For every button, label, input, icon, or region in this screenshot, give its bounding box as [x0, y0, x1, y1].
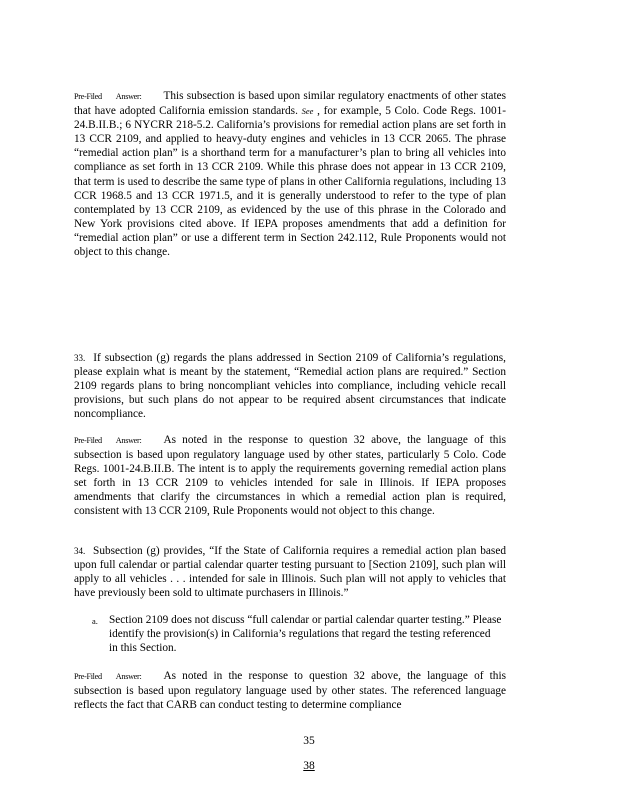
question-34-subitem-a: [92, 613, 502, 655]
q33-answer-text: As noted in the response to question 32 above, the language of this subsection is based upon regulatory language used by other states, particularly 5 Colo. Code Regs. 1001-24.B.II.B. The intent is to apply the requirements governing remedial action plans set forth in 13 CCR 2109 to vehicles intended for sale in Illinois. If IEPA proposes amendments that clarify the circumstances in which a remedial action plan is required, consistent with 13 CCR 2109, Rule Proponents would not object to this change.: [74, 434, 506, 518]
question-33: [74, 351, 506, 421]
q32-answer-paragraph: [74, 89, 506, 259]
prefiled-label: Pre-Filed: [74, 92, 102, 101]
prefiled-label: Pre-Filed: [74, 436, 102, 445]
question-33-number: 33.: [74, 353, 86, 363]
question-34: [74, 544, 506, 600]
question-34-number: 34.: [74, 546, 86, 556]
exhibit-page-number: 38: [303, 760, 315, 772]
q34-answer-paragraph: [74, 669, 506, 712]
answer-label: Answer:: [115, 436, 142, 445]
subitem-a-marker: a.: [92, 616, 98, 626]
page-number: 35: [303, 735, 315, 747]
prefiled-label: Pre-Filed: [74, 672, 102, 681]
answer-label: Answer:: [115, 92, 142, 101]
subitem-a-text: Section 2109 does not discuss “full calendar or partial calendar quarter testing.” Please identify the provision(s) in California’s regulations that regard the testing referenced in this Section.: [109, 614, 502, 655]
question-33-text: If subsection (g) regards the plans addressed in Section 2109 of California’s regulations, please explain what is meant by the statement, “Remedial action plans are required.” Section 2109 regards plans to bring noncompliant vehicles into compliance, including vehicle recall provisions, but such plans do not appear to be required absent circumstances that indicate noncompliance.: [74, 352, 506, 421]
q33-answer-paragraph: [74, 433, 506, 519]
answer-label: Answer:: [115, 672, 142, 681]
question-34-text: Subsection (g) provides, “If the State of California requires a remedial action plan based upon full calendar or partial calendar quarter testing pursuant to [Section 2109], such plan will apply to all vehicles . . . intended for sale in Illinois. Such plan will not apply to vehicles that have previously been sold to ultimate purchasers in Illinois.”: [74, 545, 506, 600]
q32-answer-text-2: , for example, 5 Colo. Code Regs. 1001-24.B.II.B.; 6 NYCRR 218-5.2. California’s provisions for remedial action plans are set forth in 13 CCR 2109, and applied to heavy-duty engines and vehicles in 13 CCR 2065. The phrase “remedial action plan” is a shorthand term for a manufacturer’s plan to bring all vehicles into compliance as set forth in 13 CCR 2109. While this phrase does not appear in 13 CCR 2109, that term is used to describe the same type of plans in other California regulations, including 13 CCR 1968.5 and 13 CCR 1971.5, and it is generally understood to refer to the type of plan contemplated by 13 CCR 2109, as evidenced by the use of this phrase in the Colorado and New York provisions cited above. If IEPA proposes amendments that add a definition for “remedial action plan” or use a different term in Section 242.112, Rule Proponents would not object to this change.: [74, 105, 507, 259]
see-signal: See: [301, 106, 314, 117]
q34-answer-text: As noted in the response to question 32 above, the language of this subsection is based upon regulatory language used by other states. The referenced language reflects the fact that CARB can conduct testing to determine compliance: [74, 670, 506, 712]
q32-answer-text-1: This subsection is based upon similar regulatory enactments of other states that have adopted California emission standards.: [74, 90, 506, 118]
